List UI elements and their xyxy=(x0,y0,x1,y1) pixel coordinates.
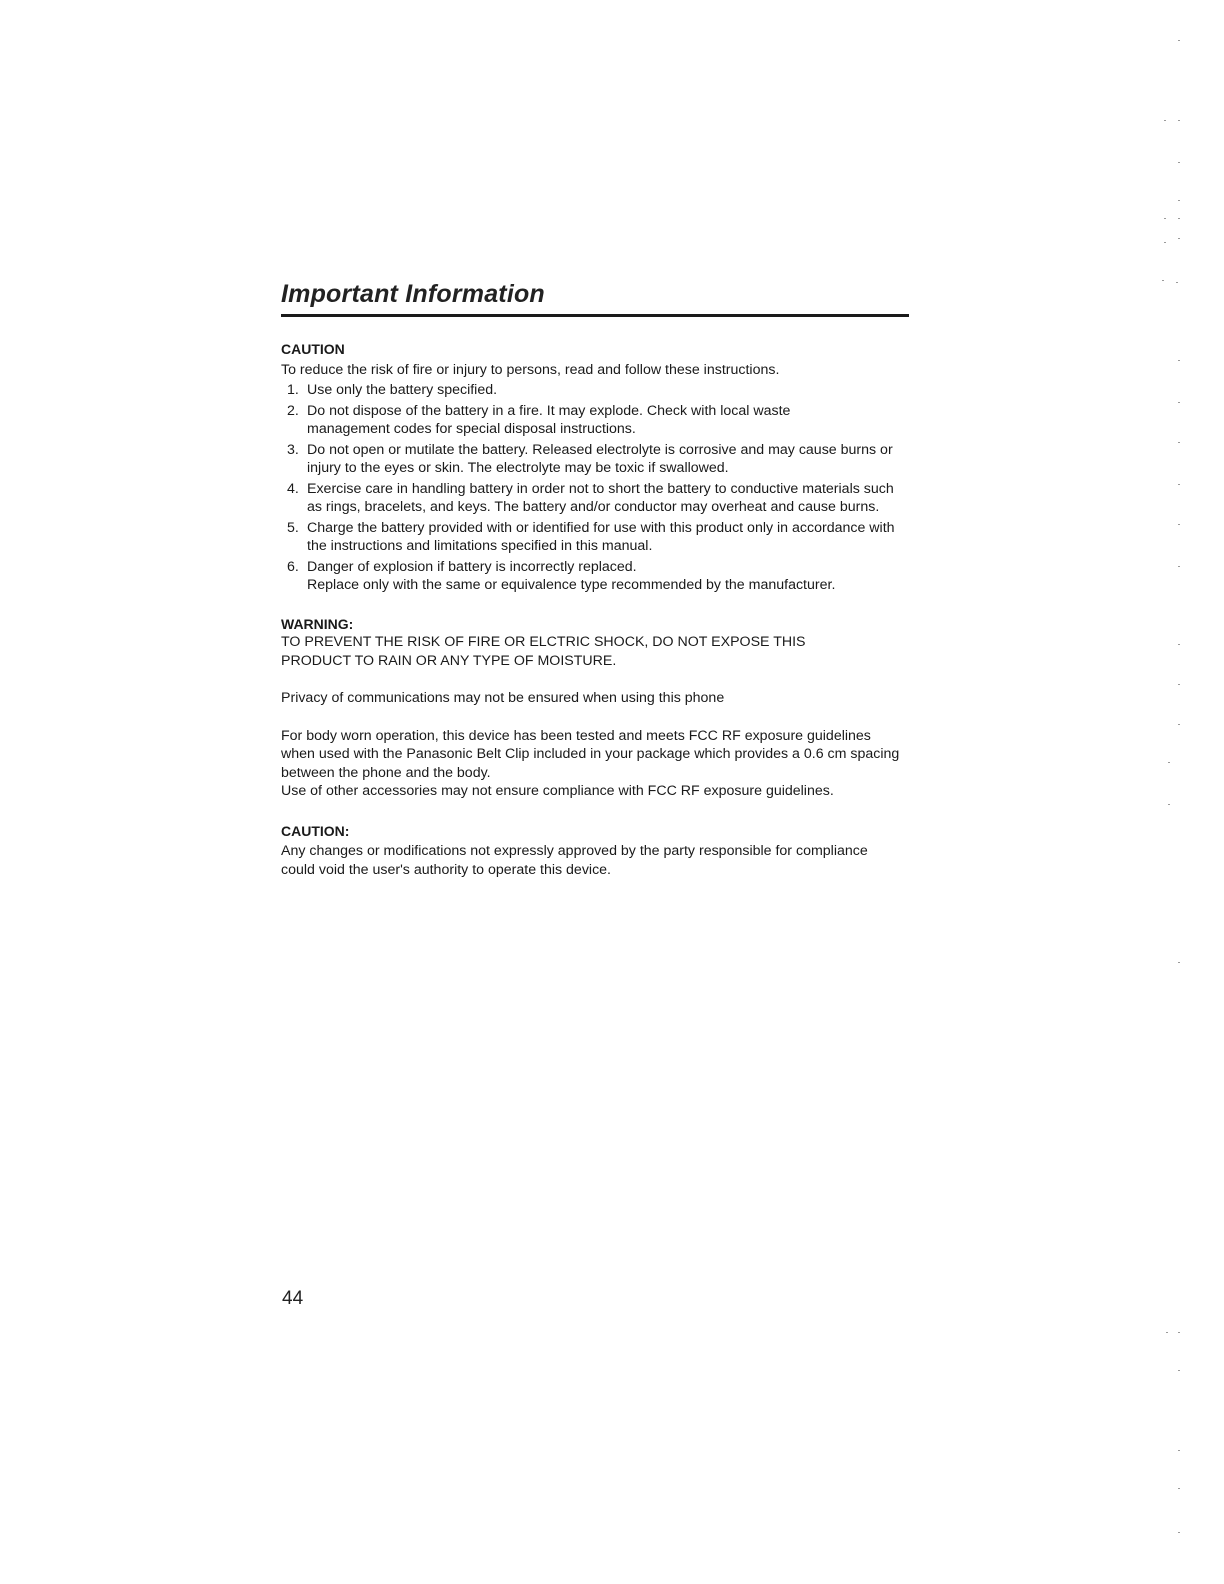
caution-list xyxy=(281,381,961,595)
title-underline xyxy=(281,314,909,317)
list-item-number: 5. xyxy=(287,519,299,536)
body-worn-line: Use of other accessories may not ensure compliance with FCC RF exposure guidelines. xyxy=(281,783,834,799)
list-item xyxy=(281,402,961,439)
list-item-text: Danger of explosion if battery is incorrectly replaced. xyxy=(307,558,637,575)
warning-line: PRODUCT TO RAIN OR ANY TYPE OF MOISTURE. xyxy=(281,652,617,669)
list-item-number: 3. xyxy=(287,441,299,458)
list-item-text: Do not dispose of the battery in a fire. It may explode. Check with local waste management codes for special disposal instructions. xyxy=(307,402,791,437)
list-item-text: Use only the battery specified. xyxy=(307,382,498,398)
body-worn-line: between the phone and the body. xyxy=(281,764,491,781)
caution-section xyxy=(281,340,961,595)
list-item-number: 4. xyxy=(287,480,299,497)
list-item xyxy=(281,381,961,400)
caution-modifications-section xyxy=(281,822,961,880)
list-item-text-continued: Replace only with the same or equivalence type recommended by the manufacturer. xyxy=(307,577,836,593)
list-item-text: Exercise care in handling battery in order not to short the battery to conductive materials such as rings, bracelets, and keys. The battery and/or conductor may overheat and cause burns. xyxy=(307,480,894,515)
list-item xyxy=(281,558,961,595)
caution-heading: CAUTION xyxy=(281,341,345,357)
scan-edge-specks xyxy=(1158,40,1188,1540)
warning-line: TO PREVENT THE RISK OF FIRE OR ELCTRIC SHOCK, DO NOT EXPOSE THIS xyxy=(281,634,806,650)
list-item-number: 6. xyxy=(287,558,299,575)
caution-modifications-heading: CAUTION: xyxy=(281,822,350,839)
list-item-text: Charge the battery provided with or identified for use with this product only in accordance with the instructions and limitations specified in this manual. xyxy=(307,519,895,554)
warning-section xyxy=(281,615,961,671)
caution-intro: To reduce the risk of fire or injury to persons, read and follow these instructions. xyxy=(281,361,780,378)
privacy-notice: Privacy of communications may not be ensured when using this phone xyxy=(281,690,725,706)
page-title: Important Information xyxy=(281,280,545,308)
list-item-text: Do not open or mutilate the battery. Released electrolyte is corrosive and may cause burns or injury to the eyes or skin. The electrolyte may be toxic if swallowed. xyxy=(307,441,893,476)
warning-heading: WARNING: xyxy=(281,615,354,632)
page-number: 44 xyxy=(282,1288,304,1309)
caution-modifications-line: Any changes or modifications not expressly approved by the party responsible for compliance xyxy=(281,843,868,859)
body-worn-line: For body worn operation, this device has been tested and meets FCC RF exposure guidelines xyxy=(281,727,871,744)
list-item xyxy=(281,480,961,517)
body-worn-section xyxy=(281,727,961,801)
list-item xyxy=(281,519,961,556)
list-item-number: 1. xyxy=(287,382,299,398)
body-worn-line: when used with the Panasonic Belt Clip included in your package which provides a 0.6 cm spacing xyxy=(281,746,900,762)
caution-modifications-line: could void the user's authority to operate this device. xyxy=(281,861,611,878)
list-item xyxy=(281,441,961,478)
page-content xyxy=(281,340,961,879)
list-item-number: 2. xyxy=(287,402,299,419)
